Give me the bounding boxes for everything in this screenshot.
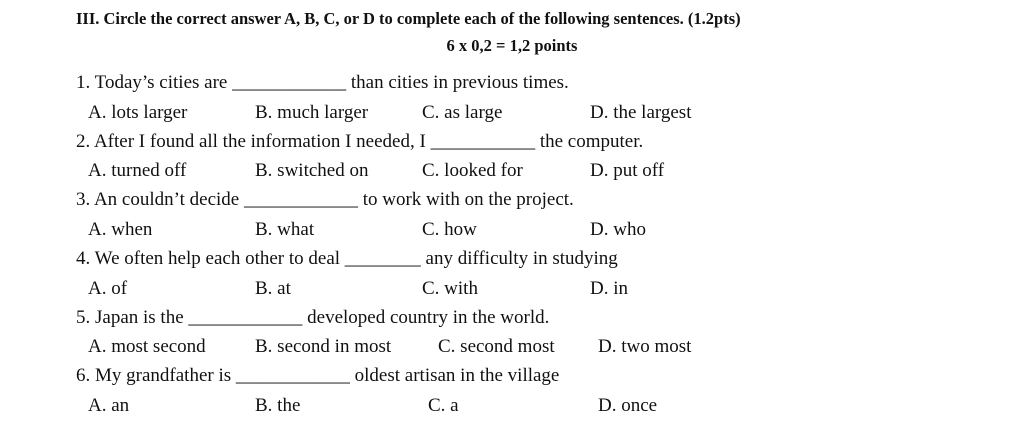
question-number: 5. xyxy=(76,307,91,328)
question-text-before: An couldn’t decide xyxy=(93,189,240,210)
option-d: D. in xyxy=(590,278,628,299)
question-text-after: developed country in the world. xyxy=(307,307,550,328)
option-d: D. the largest xyxy=(590,102,692,123)
question-text-before: Today’s cities are xyxy=(94,72,228,93)
answer-blank: ____________ xyxy=(232,72,347,93)
option-c: C. a xyxy=(428,395,459,416)
question-text-after: to work with on the project. xyxy=(362,189,574,210)
option-c: C. looked for xyxy=(422,160,523,181)
question-number: 1. xyxy=(76,72,91,93)
question-number: 6. xyxy=(76,365,91,386)
question-text-before: We often help each other to deal xyxy=(94,248,341,269)
answer-blank: ________ xyxy=(344,248,421,269)
option-a: A. lots larger xyxy=(88,102,188,123)
answer-blank: ____________ xyxy=(235,365,350,386)
question-2 xyxy=(76,131,643,153)
option-b: B. much larger xyxy=(255,102,369,123)
question-text-after: than cities in previous times. xyxy=(350,72,569,93)
option-d: D. two most xyxy=(598,336,692,357)
question-4 xyxy=(76,248,618,270)
question-text-before: After I found all the information I needed, I xyxy=(93,131,426,152)
question-3 xyxy=(76,189,574,211)
option-a: A. turned off xyxy=(88,160,187,181)
section-points: 6 x 0,2 = 1,2 points xyxy=(446,36,578,55)
question-text-after: the computer. xyxy=(539,131,644,152)
option-b: B. what xyxy=(255,219,315,240)
answer-blank: ____________ xyxy=(243,189,358,210)
option-c: C. second most xyxy=(438,336,555,357)
question-number: 2. xyxy=(76,131,91,152)
option-c: C. with xyxy=(422,278,478,299)
question-6 xyxy=(76,365,559,387)
question-text-after: oldest artisan in the village xyxy=(354,365,560,386)
option-b: B. the xyxy=(255,395,301,416)
option-c: C. as large xyxy=(422,102,503,123)
option-d: D. once xyxy=(598,395,658,416)
question-text-before: Japan is the xyxy=(95,307,184,328)
option-a: A. of xyxy=(88,278,128,299)
option-b: B. at xyxy=(255,278,291,299)
option-a: A. most second xyxy=(88,336,206,357)
option-a: A. an xyxy=(88,395,130,416)
question-number: 3. xyxy=(76,189,91,210)
question-5 xyxy=(76,307,549,329)
question-number: 4. xyxy=(76,248,91,269)
option-d: D. put off xyxy=(590,160,665,181)
option-d: D. who xyxy=(590,219,646,240)
option-a: A. when xyxy=(88,219,153,240)
question-text-after: any difficulty in studying xyxy=(425,248,618,269)
option-c: C. how xyxy=(422,219,477,240)
option-b: B. second in most xyxy=(255,336,392,357)
answer-blank: ____________ xyxy=(188,307,303,328)
answer-blank: ___________ xyxy=(430,131,536,152)
question-text-before: My grandfather is xyxy=(95,365,232,386)
question-1 xyxy=(76,72,569,94)
section-heading: III. Circle the correct answer A, B, C, or D to complete each of the following sentences. (1.2pts) xyxy=(76,9,741,28)
option-b: B. switched on xyxy=(255,160,369,181)
